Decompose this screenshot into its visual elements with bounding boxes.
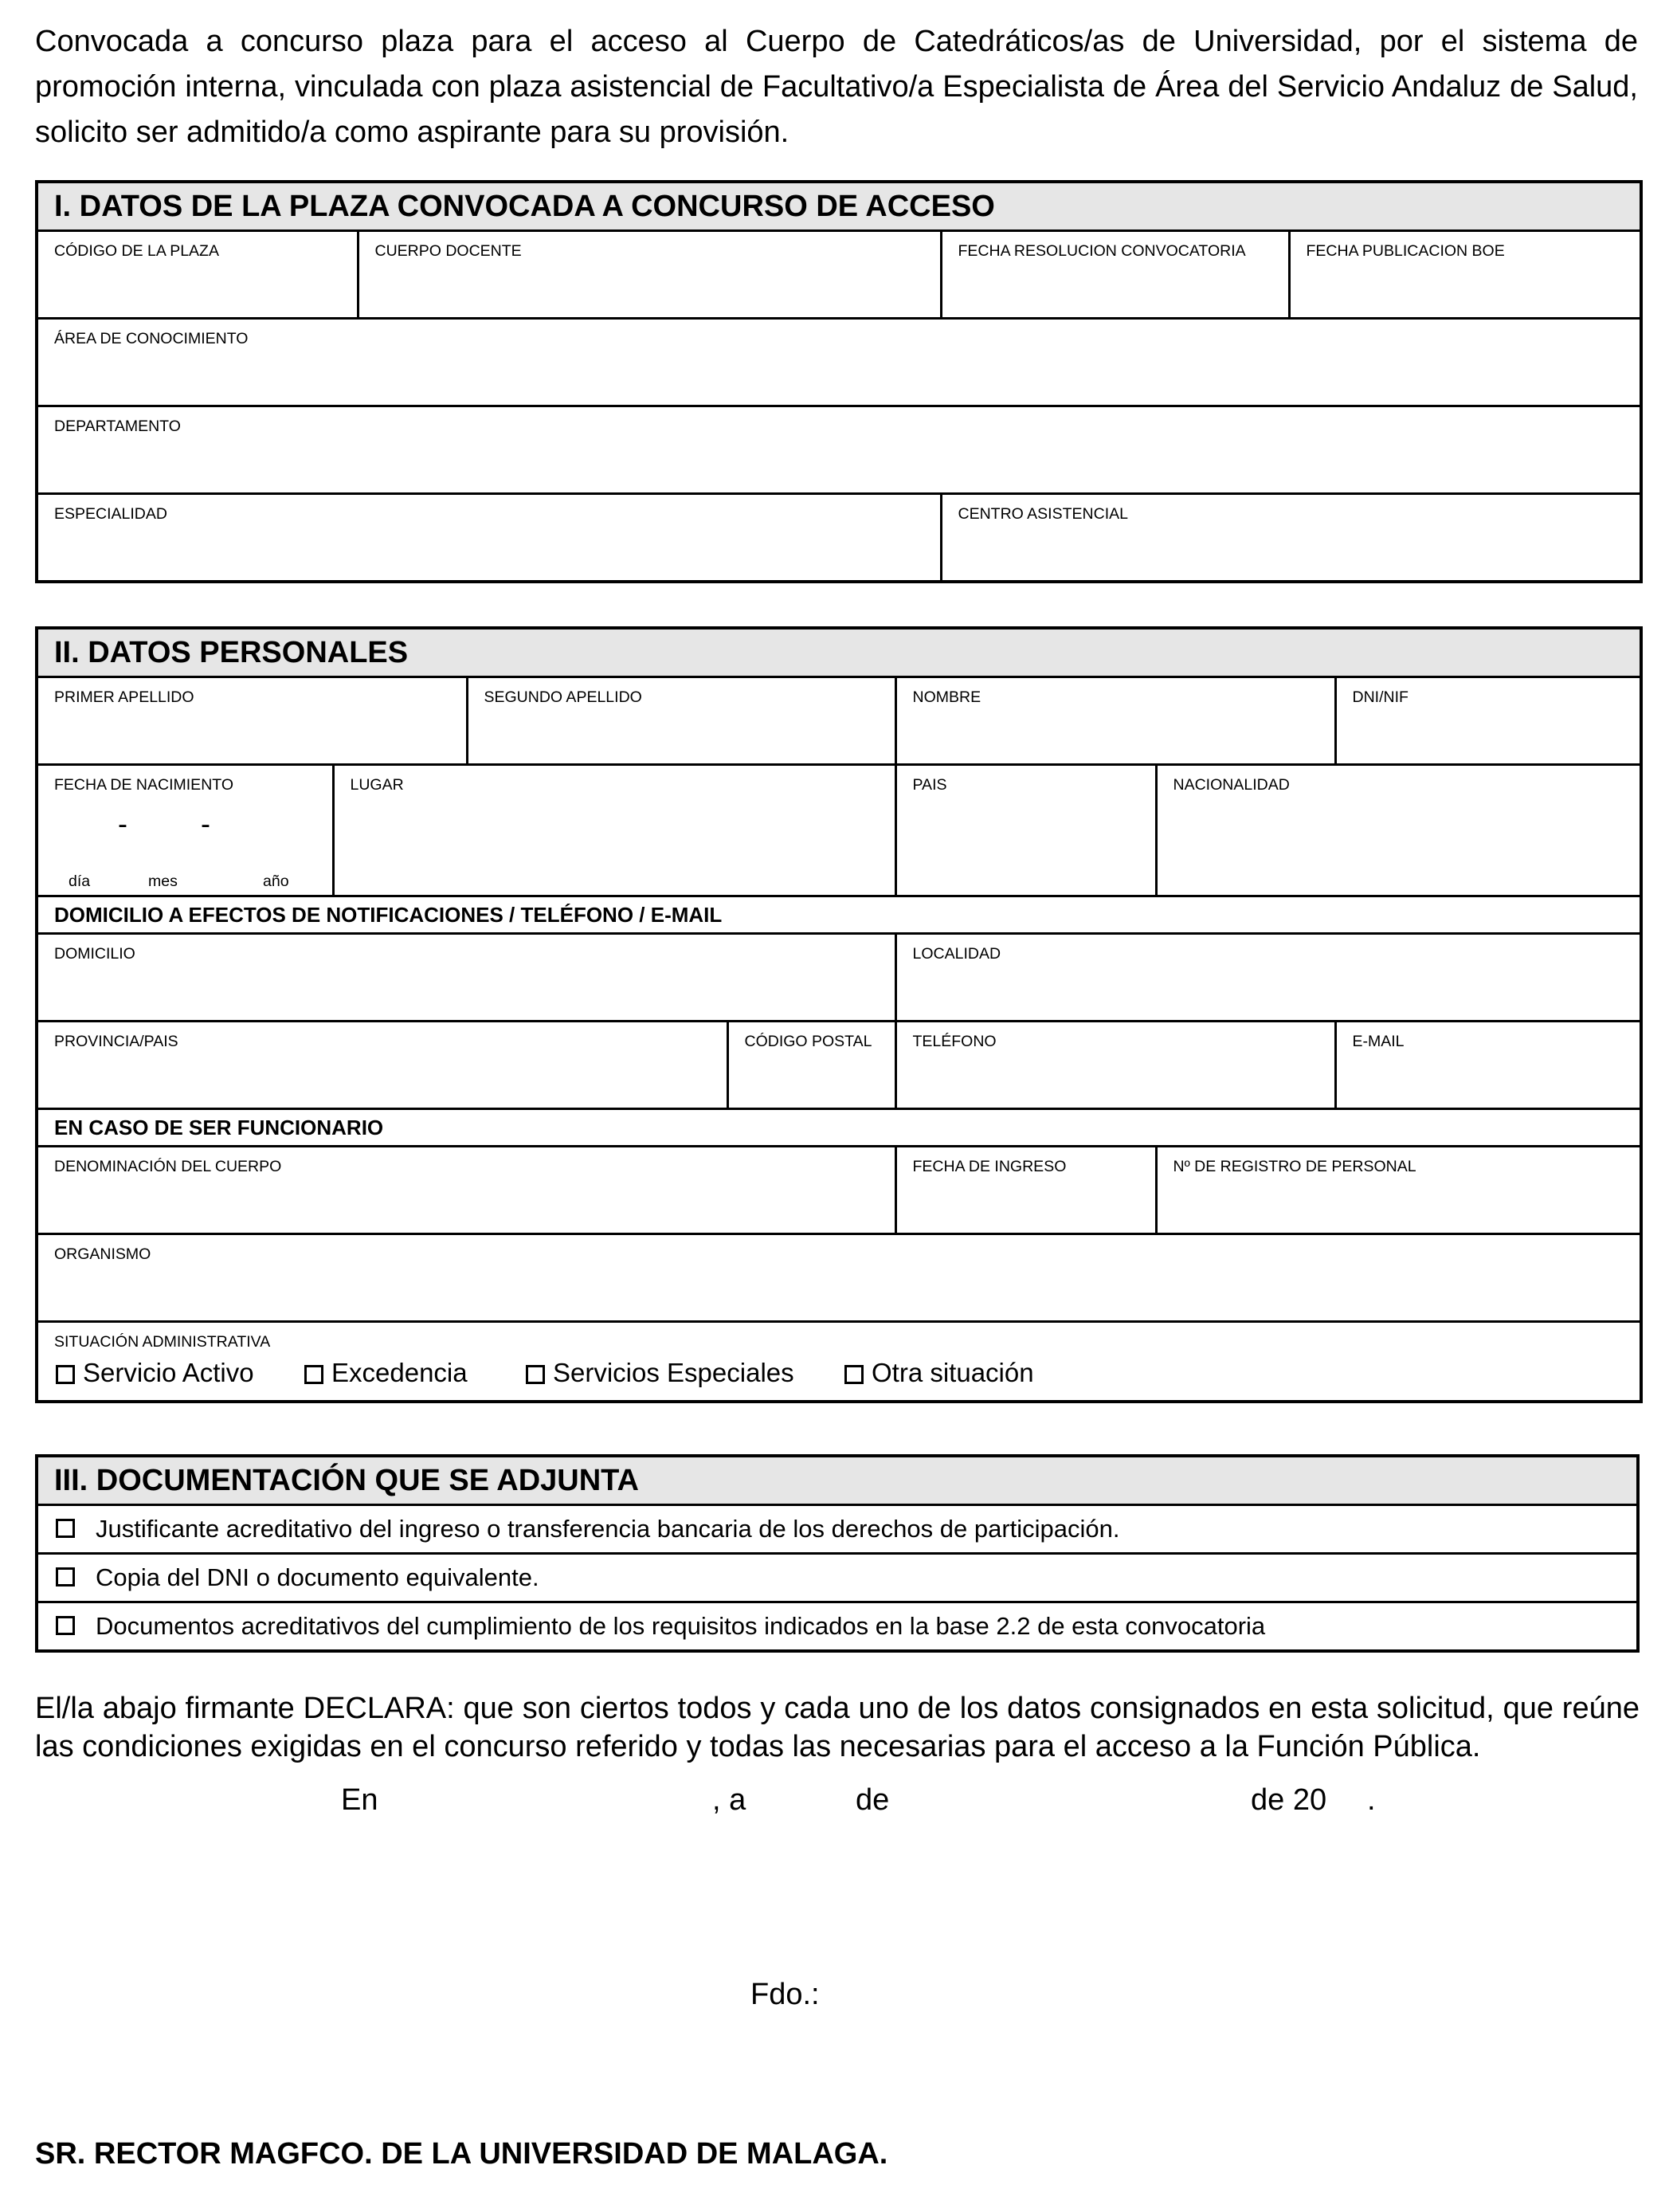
provincia-label: PROVINCIA/PAIS <box>54 1033 178 1050</box>
codigo-plaza-label: CÓDIGO DE LA PLAZA <box>54 242 219 260</box>
lugar-field[interactable] <box>333 765 895 896</box>
fecha-ingreso-field[interactable] <box>895 1147 1156 1234</box>
section-personales-title: II. DATOS PERSONALES <box>37 628 1641 677</box>
telefono-label: TELÉFONO <box>912 1033 997 1050</box>
segundo-apellido-label: SEGUNDO APELLIDO <box>484 688 642 706</box>
segundo-apellido-field[interactable] <box>467 677 895 765</box>
registro-personal-field[interactable] <box>1156 1147 1641 1234</box>
email-label: E-MAIL <box>1352 1033 1405 1050</box>
fecha-ingreso-label: FECHA DE INGRESO <box>912 1158 1067 1175</box>
primer-apellido-label: PRIMER APELLIDO <box>54 688 194 706</box>
especialidad-label: ESPECIALIDAD <box>54 505 167 523</box>
lugar-label: LUGAR <box>350 776 404 794</box>
dni-field[interactable] <box>1335 677 1641 765</box>
checkbox-icon[interactable] <box>526 1365 545 1384</box>
fecha-boe-label: FECHA PUBLICACION BOE <box>1306 242 1505 260</box>
codigo-postal-label: CÓDIGO POSTAL <box>744 1033 872 1050</box>
option-label: Servicio Activo <box>83 1358 254 1387</box>
primer-apellido-field[interactable] <box>37 677 467 765</box>
cuerpo-docente-label: CUERPO DOCENTE <box>374 242 522 260</box>
documento-item[interactable] <box>37 1554 1638 1602</box>
nacionalidad-field[interactable] <box>1156 765 1641 896</box>
excedencia-option[interactable] <box>304 1358 468 1388</box>
option-label: Otra situación <box>872 1358 1034 1387</box>
fecha-nacimiento-label: FECHA DE NACIMIENTO <box>54 776 234 794</box>
departamento-field[interactable] <box>37 406 1641 494</box>
organismo-label: ORGANISMO <box>54 1245 151 1263</box>
documento-label: Documentos acreditativos del cumplimiento de los requisitos indicados en la base 2.2 de esta convocatoria <box>96 1612 1266 1640</box>
funcionario-heading: EN CASO DE SER FUNCIONARIO <box>37 1109 1641 1147</box>
checkbox-icon[interactable] <box>844 1365 864 1384</box>
otra-situacion-option[interactable] <box>844 1358 1034 1388</box>
anio-label: año <box>263 873 289 890</box>
localidad-label: LOCALIDAD <box>912 945 1001 963</box>
checkbox-icon[interactable] <box>304 1365 323 1384</box>
nacionalidad-label: NACIONALIDAD <box>1173 776 1290 794</box>
centro-asistencial-field[interactable] <box>941 494 1641 582</box>
place-de: de <box>856 1783 890 1817</box>
nombre-field[interactable] <box>895 677 1335 765</box>
pais-field[interactable] <box>895 765 1156 896</box>
documento-label: Justificante acreditativo del ingreso o transferencia bancaria de los derechos de participación. <box>96 1515 1120 1543</box>
departamento-label: DEPARTAMENTO <box>54 418 181 435</box>
telefono-field[interactable] <box>895 1022 1335 1109</box>
servicio-activo-option[interactable] <box>56 1358 254 1388</box>
place-de20: de 20 <box>1251 1783 1327 1817</box>
localidad-field[interactable] <box>895 934 1641 1022</box>
date-separator: - <box>118 807 127 840</box>
mes-label: mes <box>148 873 178 890</box>
fecha-resolucion-label: FECHA RESOLUCION CONVOCATORIA <box>958 242 1246 260</box>
section-personales <box>35 626 1643 1403</box>
domicilio-label: DOMICILIO <box>54 945 135 963</box>
checkbox-icon[interactable] <box>56 1616 75 1635</box>
cuerpo-docente-field[interactable] <box>358 231 941 319</box>
organismo-field[interactable] <box>37 1234 1641 1322</box>
section-plaza <box>35 180 1643 583</box>
checkbox-icon[interactable] <box>56 1567 75 1586</box>
dia-label: día <box>69 873 91 890</box>
option-label: Excedencia <box>331 1358 468 1387</box>
registro-personal-label: Nº DE REGISTRO DE PERSONAL <box>1173 1158 1416 1175</box>
place-a: , a <box>712 1783 746 1817</box>
checkbox-icon[interactable] <box>56 1519 75 1538</box>
domicilio-heading: DOMICILIO A EFECTOS DE NOTIFICACIONES / TELÉFONO / E-MAIL <box>37 896 1641 934</box>
situacion-administrativa <box>37 1322 1641 1402</box>
domicilio-field[interactable] <box>37 934 895 1022</box>
situacion-label: SITUACIÓN ADMINISTRATIVA <box>54 1333 271 1351</box>
fecha-nacimiento-field[interactable] <box>37 765 333 896</box>
option-label: Servicios Especiales <box>553 1358 794 1387</box>
documento-label: Copia del DNI o documento equivalente. <box>96 1563 539 1591</box>
section-documentacion-title: III. DOCUMENTACIÓN QUE SE ADJUNTA <box>37 1456 1638 1505</box>
email-field[interactable] <box>1335 1022 1641 1109</box>
especialidad-field[interactable] <box>37 494 941 582</box>
servicios-especiales-option[interactable] <box>526 1358 794 1388</box>
codigo-postal-field[interactable] <box>727 1022 895 1109</box>
date-separator: - <box>201 807 210 840</box>
denominacion-cuerpo-label: DENOMINACIÓN DEL CUERPO <box>54 1158 282 1175</box>
signature-label: Fdo.: <box>750 1978 820 2011</box>
nombre-label: NOMBRE <box>912 688 981 706</box>
checkbox-icon[interactable] <box>56 1365 75 1384</box>
intro-text: Convocada a concurso plaza para el acceso al Cuerpo de Catedráticos/as de Universidad, por el sistema de promoción interna, vinculada con plaza asistencial de Facultativo/a Especialista de Área del Servicio Andaluz de Salud, solicito ser admitido/a como aspirante para su provisión. <box>35 25 1638 149</box>
provincia-field[interactable] <box>37 1022 727 1109</box>
denominacion-cuerpo-field[interactable] <box>37 1147 895 1234</box>
documento-item[interactable] <box>37 1602 1638 1652</box>
pais-label: PAIS <box>912 776 947 794</box>
fecha-boe-field[interactable] <box>1289 231 1641 319</box>
dni-label: DNI/NIF <box>1352 688 1409 706</box>
declaration-text: El/la abajo firmante DECLARA: que son ciertos todos y cada uno de los datos consignados en esta solicitud, que reúne las condiciones exigidas en el concurso referido y todas las necesarias para el acceso a la Función Pública. <box>35 1692 1640 1763</box>
documento-item[interactable] <box>37 1505 1638 1554</box>
area-conocimiento-label: ÁREA DE CONOCIMIENTO <box>54 330 249 347</box>
codigo-plaza-field[interactable] <box>37 231 358 319</box>
place-en: En <box>341 1783 378 1817</box>
fecha-resolucion-field[interactable] <box>941 231 1289 319</box>
area-conocimiento-field[interactable] <box>37 319 1641 406</box>
section-documentacion <box>35 1454 1640 1653</box>
centro-asistencial-label: CENTRO ASISTENCIAL <box>958 505 1128 523</box>
place-period: . <box>1367 1783 1376 1817</box>
section-plaza-title: I. DATOS DE LA PLAZA CONVOCADA A CONCURSO DE ACCESO <box>37 182 1641 231</box>
addressee: SR. RECTOR MAGFCO. DE LA UNIVERSIDAD DE MALAGA. <box>35 2137 888 2171</box>
